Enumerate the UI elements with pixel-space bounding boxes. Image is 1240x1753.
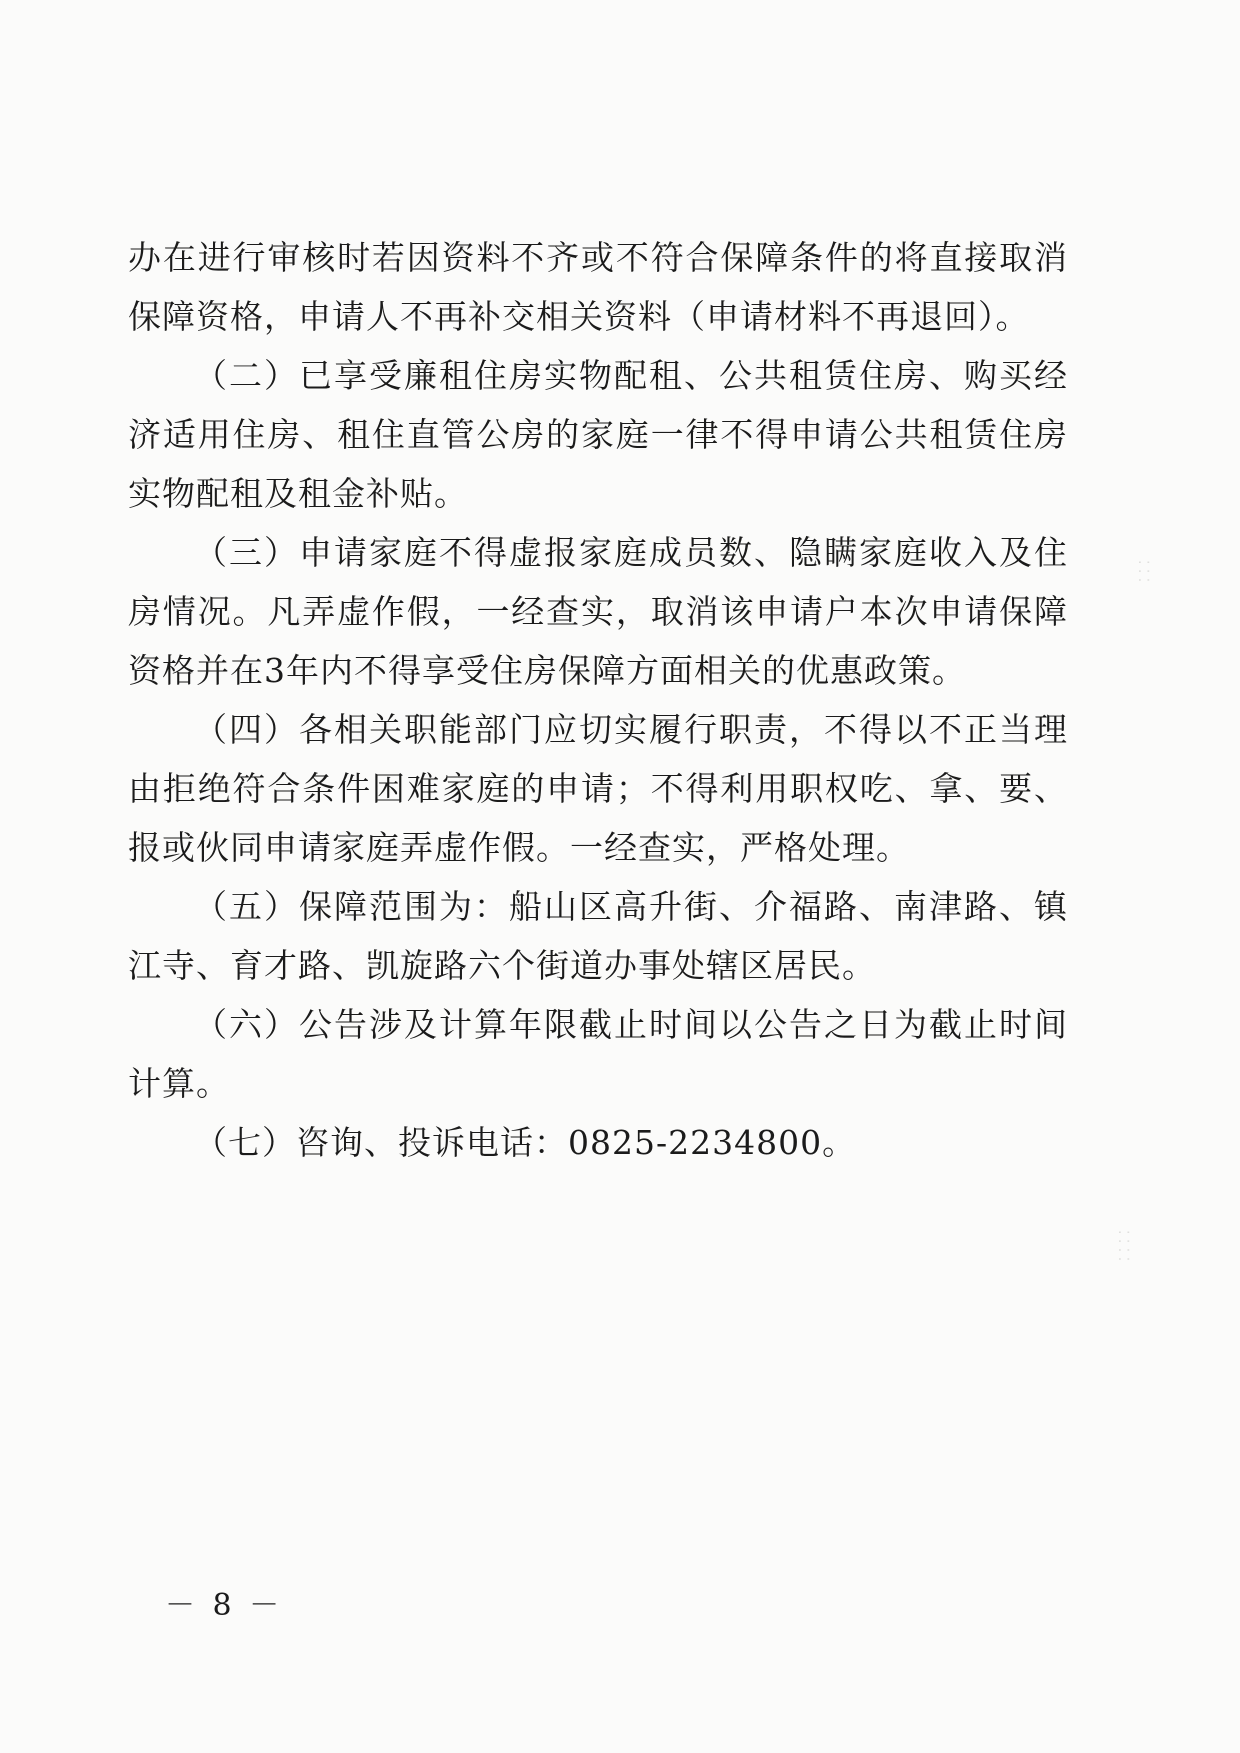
paragraph-item-2: （二）已享受廉租住房实物配租、公共租赁住房、购买经济适用住房、租住直管公房的家庭一律不得申请公共租赁住房实物配租及租金补贴。 — [128, 356, 1068, 513]
page-number: － 8 － — [165, 1588, 284, 1623]
document-body — [128, 228, 1068, 1172]
paragraph-item-7: （七）咨询、投诉电话：0825-2234800。 — [194, 1123, 857, 1162]
show-through-mark: ⁚ ⁚ ⁚ ⁚ — [1115, 1230, 1131, 1262]
paragraph-item-3: （三）申请家庭不得虚报家庭成员数、隐瞒家庭收入及住房情况。凡弄虚作假，一经查实，取消该申请户本次申请保障资格并在3年内不得享受住房保障方面相关的优惠政策。 — [128, 533, 1068, 690]
paragraph-continuation: 办在进行审核时若因资料不齐或不符合保障条件的将直接取消保障资格，申请人不再补交相关资料（申请材料不再退回）。 — [128, 238, 1068, 336]
paragraph-item-6: （六）公告涉及计算年限截止时间以公告之日为截止时间计算。 — [128, 1005, 1068, 1103]
paragraph-item-4: （四）各相关职能部门应切实履行职责，不得以不正当理由拒绝符合条件困难家庭的申请；不得利用职权吃、拿、要、报或伙同申请家庭弄虚作假。一经查实，严格处理。 — [128, 710, 1068, 867]
paragraph-item-5: （五）保障范围为：船山区高升街、介福路、南津路、镇江寺、育才路、凯旋路六个街道办事处辖区居民。 — [128, 887, 1068, 985]
show-through-mark: ⁚ ⁚ ⁚ — [1135, 560, 1151, 583]
